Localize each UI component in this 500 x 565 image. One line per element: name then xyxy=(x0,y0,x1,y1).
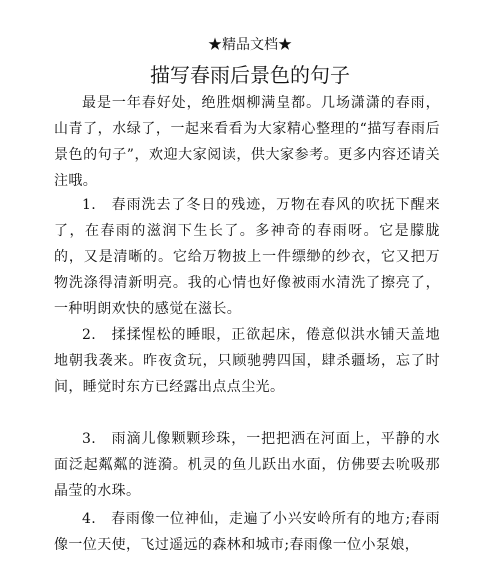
document-title: 描写春雨后景色的句子 xyxy=(150,63,350,87)
header-tag: ★精品文档★ xyxy=(208,37,292,53)
sentence-item-3: 3. 雨滴儿像颗颗珍珠，一把把洒在河面上，平静的水面泛起粼粼的涟漪。机灵的鱼儿跃出水面，仿佛要去吮吸那晶莹的水珠。 xyxy=(54,431,440,499)
sentence-item-4: 4. 春雨像一位神仙，走遍了小兴安岭所有的地方;春雨像一位天使，飞过遥远的森林和城市;春雨像一位小泵娘， xyxy=(54,511,440,553)
sentence-item-2: 2. 揉揉惺松的睡眼，正欲起床，倦意似洪水铺天盖地地朝我袭来。昨夜贪玩，只顾驰骋四国，肆杀疆场，忘了时间，睡觉时东方已经露出点点尘光。 xyxy=(54,327,440,395)
intro-paragraph: 最是一年春好处，绝胜烟柳满皇都。几场潇潇的春雨，山青了，水绿了，一起来看看为大家精心整理的“描写春雨后景色的句子”，欢迎大家阅读，供大家参考。更多内容还请关注哦。 xyxy=(54,95,440,189)
sentence-item-1: 1. 春雨洗去了冬日的残迹，万物在春风的吹抚下醒来了，在春雨的滋润下生长了。多神奇的春雨呀。它是朦胧的，又是清晰的。它给万物披上一件缥缈的纱衣，它又把万物洗涤得清新明亮。我的心情也好像被雨水清洗了擦亮了，一种明朗欢快的感觉在滋长。 xyxy=(54,197,440,317)
